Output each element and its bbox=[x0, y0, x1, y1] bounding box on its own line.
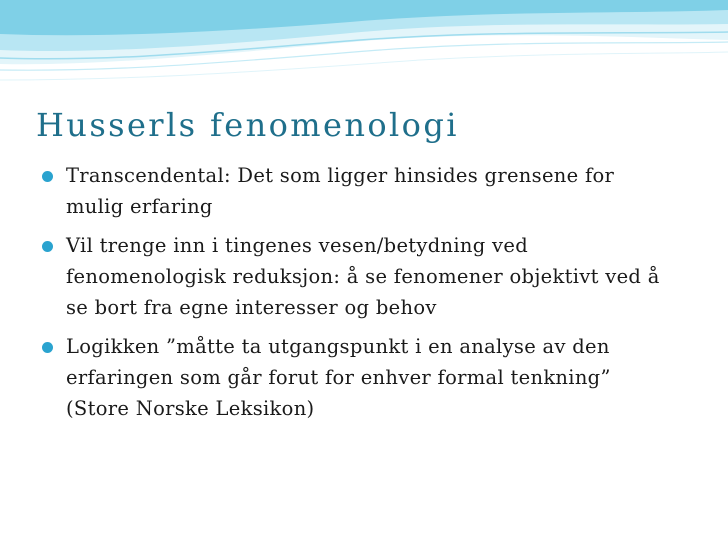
wave-header-decoration bbox=[0, 0, 728, 90]
bullet-item-transcendental bbox=[42, 160, 672, 222]
bullet-dot-icon bbox=[42, 241, 53, 252]
bullet-dot-icon bbox=[42, 342, 53, 353]
bullet-dot-icon bbox=[42, 171, 53, 182]
bullet-list bbox=[42, 160, 672, 432]
bullet-item-reduksjon bbox=[42, 230, 672, 323]
bullet-text: Vil trenge inn i tingenes vesen/betydning ved fenomenologisk reduksjon: å se fenomener objektivt ved å se bort fra egne interesser og behov bbox=[66, 234, 660, 319]
bullet-text: Transcendental: Det som ligger hinsides grensene for mulig erfaring bbox=[66, 164, 615, 218]
bullet-item-logikken bbox=[42, 331, 672, 424]
bullet-text: Logikken ”måtte ta utgangspunkt i en analyse av den erfaringen som går forut for enhver formal tenkning” (Store Norske Leksikon) bbox=[66, 335, 611, 420]
slide-title: Husserls fenomenologi bbox=[36, 106, 459, 144]
